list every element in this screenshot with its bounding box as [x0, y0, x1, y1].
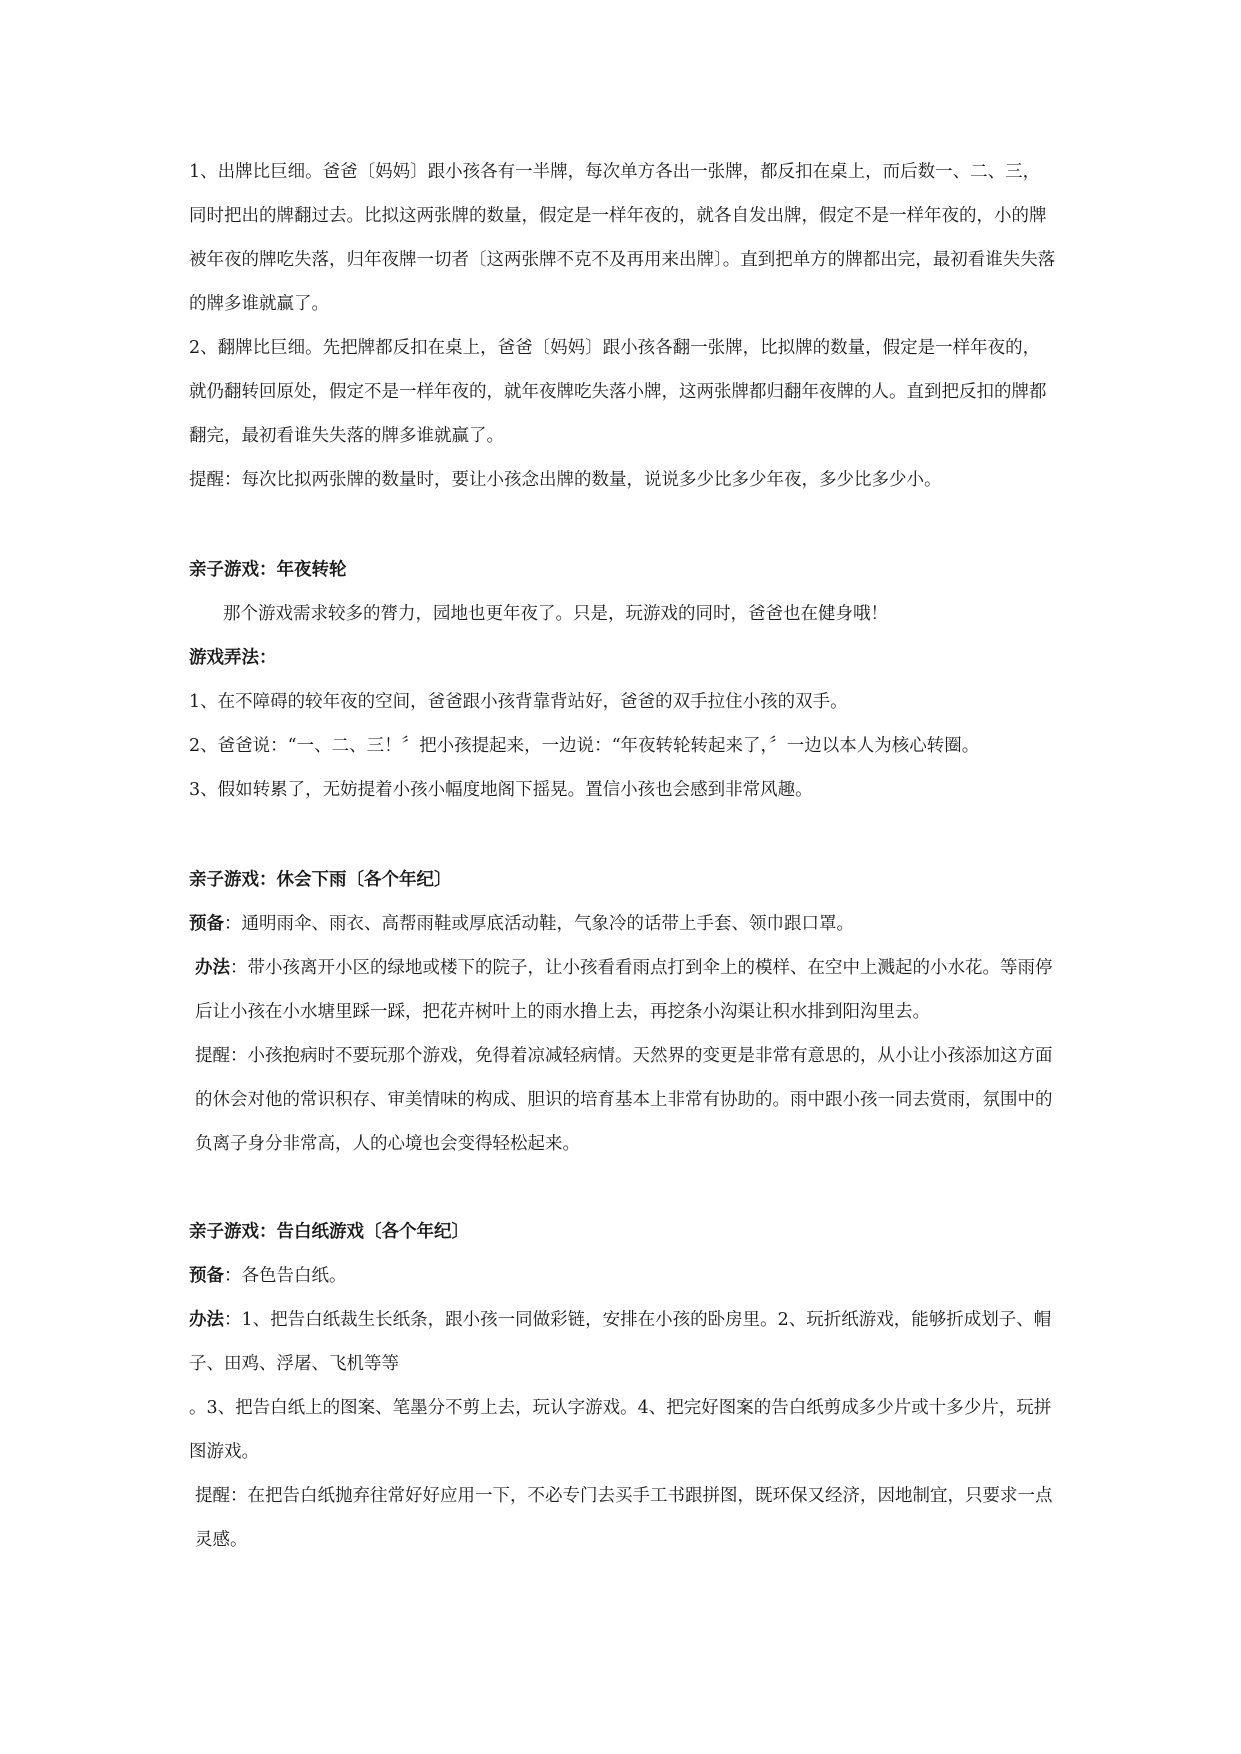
section-paper	[189, 1210, 1057, 1562]
spacer	[189, 502, 1057, 548]
section-heading: 亲子游戏：告白纸游戏〔各个年纪〕	[189, 1222, 469, 1242]
method-paragraph	[189, 1298, 1057, 1386]
paragraph-rule-1: 1、出牌比巨细。爸爸〔妈妈〕跟小孩各有一半牌，每次单方各出一张牌，都反扣在桌上，而后数一、二、三，同时把出的牌翻过去。比拟这两张牌的数量，假定是一样年夜的，就各自发出牌，假定不是一样年夜的，小的牌被年夜的牌吃失落，归年夜牌一切者〔这两张牌不克不及再用来出牌〕。直到把单方的牌都出完，最初看谁失失落的牌多谁就赢了。	[189, 162, 1056, 314]
prep-text: ：各色告白纸。	[224, 1266, 347, 1286]
spacer	[189, 812, 1057, 858]
section-heading: 亲子游戏：休会下雨〔各个年纪〕	[189, 870, 452, 890]
rules-label: 游戏弄法：	[189, 648, 277, 668]
method-label: 办法	[189, 1310, 224, 1330]
tip-paragraph: 提醒：在把告白纸抛弃往常好好应用一下，不必专门去买手工书跟拼图，既环保又经济，因地制宜，只要求一点灵感。	[195, 1486, 1053, 1550]
tip-paragraph: 提醒：小孩抱病时不要玩那个游戏，免得着凉减轻病情。天然界的变更是非常有意思的，从小让小孩添加这方面的休会对他的常识积存、审美情味的构成、胆识的培育基本上非常有协助的。雨中跟小孩一同去赏雨，氛围中的负离子身分非常高，人的心境也会变得轻松起来。	[195, 1046, 1053, 1154]
rule-item: 2、爸爸说：“一、二、三！〞把小孩提起来，一边说：“年夜转轮转起来了，〞一边以本人为核心转圈。	[189, 736, 980, 756]
paragraph-rule-2: 2、翻牌比巨细。先把牌都反扣在桌上，爸爸〔妈妈〕跟小孩各翻一张牌，比拟牌的数量，假定是一样年夜的，就仍翻转回原处，假定不是一样年夜的，就年夜牌吃失落小牌，这两张牌都归翻年夜牌的人。直到把反扣的牌都翻完，最初看谁失失落的牌多谁就赢了。	[189, 338, 1047, 446]
section-card-games	[189, 150, 1057, 502]
section-big-wheel	[189, 548, 1057, 812]
paragraph-tip: 提醒：每次比拟两张牌的数量时，要让小孩念出牌的数量，说说多少比多少年夜，多少比多少小。	[189, 470, 942, 490]
prep-paragraph	[189, 902, 1057, 946]
prep-label: 预备	[189, 914, 224, 934]
method-text: ：带小孩离开小区的绿地或楼下的院子，让小孩看看雨点打到伞上的模样、在空中上溅起的小水花。等雨停后让小孩在小水塘里踩一踩，把花卉树叶上的雨水撸上去，再挖条小沟渠让积水排到阳沟里去。	[195, 958, 1053, 1022]
spacer	[189, 1166, 1057, 1210]
document-page	[189, 150, 1057, 1562]
prep-paragraph	[189, 1254, 1057, 1298]
method-label: 办法	[195, 958, 230, 978]
section-rain	[189, 858, 1057, 1166]
method-continuation: 。3、把告白纸上的图案、笔墨分不剪上去，玩认字游戏。4、把完好图案的告白纸剪成多少片或十多少片，玩拼图游戏。	[189, 1398, 1052, 1462]
rule-item: 1、在不障碍的较年夜的空间，爸爸跟小孩背靠背站好，爸爸的双手拉住小孩的双手。	[189, 692, 848, 712]
prep-label: 预备	[189, 1266, 224, 1286]
method-paragraph	[189, 946, 1057, 1034]
method-text: ：1、把告白纸裁生长纸条，跟小孩一同做彩链，安排在小孩的卧房里。2、玩折纸游戏，能够折成划子、帽子、田鸡、浮屠、飞机等等	[189, 1310, 1052, 1374]
rule-item: 3、假如转累了，无妨提着小孩小幅度地阁下摇晃。置信小孩也会感到非常风趣。	[189, 780, 813, 800]
intro-paragraph: 那个游戏需求较多的膂力，园地也更年夜了。只是，玩游戏的同时，爸爸也在健身哦！	[223, 604, 888, 624]
prep-text: ：通明雨伞、雨衣、高帮雨鞋或厚底活动鞋，气象冷的话带上手套、领巾跟口罩。	[224, 914, 854, 934]
section-heading: 亲子游戏：年夜转轮	[189, 560, 347, 580]
